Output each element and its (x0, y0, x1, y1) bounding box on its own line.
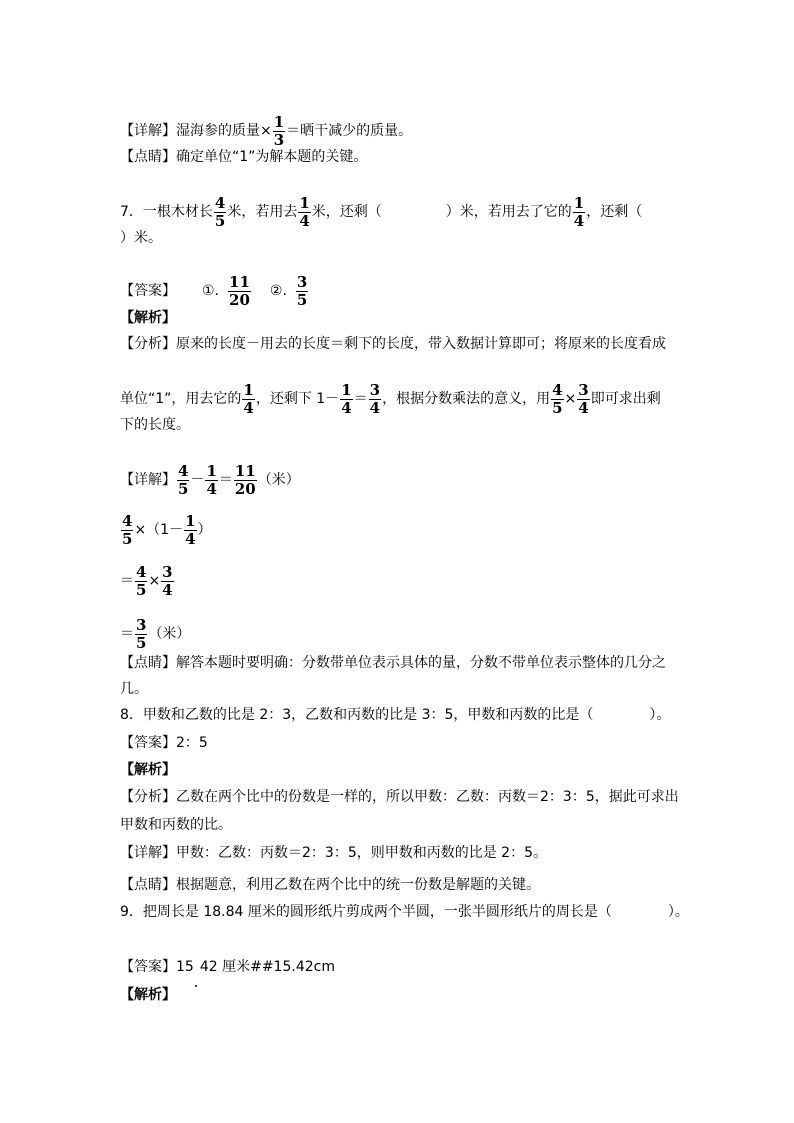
fraction: $\frac{1}{4}$ (573, 194, 585, 230)
text: 【点睛】确定单位“1”为解本题的关键。 (120, 149, 368, 165)
marker: ①. (202, 283, 220, 299)
fraction: $\frac{3}{5}$ (136, 616, 147, 652)
answer-9 (120, 958, 335, 976)
text: 8．甲数和乙数的比是 2：3，乙数和丙数的比是 3：5，甲数和丙数的比是（ ）。 (120, 707, 671, 723)
fraction: $\frac{3}{4}$ (578, 381, 589, 417)
text: 【详解】 (120, 472, 176, 488)
question-9 (120, 903, 689, 921)
text: 【解析】 (120, 987, 176, 1003)
analysis-label (120, 309, 176, 327)
text: ＝ (353, 391, 368, 407)
text: 下的长度。 (120, 417, 190, 433)
step-3 (120, 616, 191, 652)
fraction: $\frac{11}{20}$ (234, 462, 256, 498)
fraction: $\frac{1}{4}$ (185, 512, 196, 548)
text: × (564, 391, 577, 407)
text: ）米，若用去了它的 (445, 204, 572, 220)
text: ）米。 (120, 230, 162, 246)
text: 【分析】原来的长度－用去的长度＝剩下的长度，带入数据计算即可；将原来的长度看成 (120, 336, 666, 352)
answer-7 (120, 273, 309, 309)
text: 【答案】 (120, 959, 176, 975)
analysis-7-c (120, 416, 190, 434)
text: 7．一根木材长 (120, 204, 213, 220)
text: ，根据分数乘法的意义，用 (382, 391, 551, 407)
fraction: $\frac{11}{20}$ (229, 273, 250, 309)
text: 【点睛】根据题意，利用乙数在两个比中的统一份数是解题的关键。 (120, 877, 540, 893)
detail-line-q6 (120, 113, 413, 149)
note-7-b (120, 680, 148, 698)
analysis-7-b (120, 381, 661, 417)
analysis-8-b (120, 816, 232, 834)
note-line-q6 (120, 148, 367, 166)
detail-7 (120, 462, 300, 498)
fraction: $\frac{3}{4}$ (162, 563, 173, 599)
text: 甲数和丙数的比。 (120, 817, 232, 833)
fraction: $\frac{4}{5}$ (178, 462, 189, 498)
text: ＝ (218, 472, 233, 488)
fraction: $\frac{3}{5}$ (296, 273, 308, 309)
text: 【分析】乙数在两个比中的份数是一样的，所以甲数：乙数：丙数＝2：3：5，据此可求出 (120, 789, 679, 805)
text: 【解析】 (120, 310, 176, 326)
text: （米） (257, 472, 300, 488)
text: 9．把周长是 18.84 厘米的圆形纸片剪成两个半圆，一张半圆形纸片的周长是（ ）。 (120, 904, 689, 920)
text: 【点睛】解答本题时要明确：分数带单位表示具体的量，分数不带单位表示整体的几分之 (120, 655, 666, 671)
question-7-cont (120, 229, 162, 247)
text: 【解析】 (120, 762, 176, 778)
text: ） (197, 522, 212, 538)
question-7 (120, 194, 643, 230)
fraction: $\frac{3}{4}$ (369, 381, 381, 417)
fraction: $\frac{1}{4}$ (206, 462, 217, 498)
text: （米） (148, 626, 191, 642)
note-7-a (120, 654, 666, 672)
analysis-8-a (120, 788, 679, 806)
analysis-label-8 (120, 761, 176, 779)
analysis-7-a (120, 335, 666, 353)
text: ＝ (120, 573, 134, 589)
fraction: $\frac{1}{4}$ (243, 381, 254, 417)
fraction: $\frac{4}{5}$ (214, 194, 226, 230)
fraction: $\frac{1}{4}$ (341, 381, 352, 417)
text: 几。 (120, 681, 148, 697)
analysis-label-9 (120, 986, 176, 1004)
text: 即可求出剩 (590, 391, 661, 407)
text: ＝晒干减少的质量。 (286, 123, 413, 139)
text: 单位“1”，用去它的 (120, 391, 242, 407)
text: 【详解】甲数：乙数：丙数＝2：3：5，则甲数和丙数的比是 2：5。 (120, 845, 547, 861)
fraction: $\frac{1}{3}$ (273, 113, 285, 149)
text: 15 (176, 959, 194, 975)
answer-label: 【答案】 (120, 283, 176, 299)
text: － (190, 472, 205, 488)
text: 42 厘米##15.42cm (199, 959, 335, 975)
fraction: $\frac{1}{4}$ (299, 194, 310, 230)
step-2 (120, 563, 175, 599)
note-8 (120, 876, 540, 894)
text: 米，还剩（ (311, 204, 382, 220)
fraction: $\frac{4}{5}$ (552, 381, 563, 417)
text: 米，若用去 (227, 204, 298, 220)
step-1 (120, 512, 212, 548)
fraction: $\frac{4}{5}$ (136, 563, 147, 599)
question-8 (120, 706, 670, 724)
answer-8 (120, 734, 208, 752)
detail-8 (120, 844, 547, 862)
text: ，还剩下 1－ (255, 391, 340, 407)
text: ＝ (120, 626, 134, 642)
marker: ②. (269, 283, 287, 299)
text: 【详解】湿海参的质量× (120, 123, 272, 139)
text: 【答案】2：5 (120, 735, 208, 751)
text: × (148, 573, 161, 589)
text: ，还剩（ (586, 204, 643, 220)
text: ×（1－ (134, 522, 184, 538)
fraction: $\frac{4}{5}$ (122, 512, 133, 548)
